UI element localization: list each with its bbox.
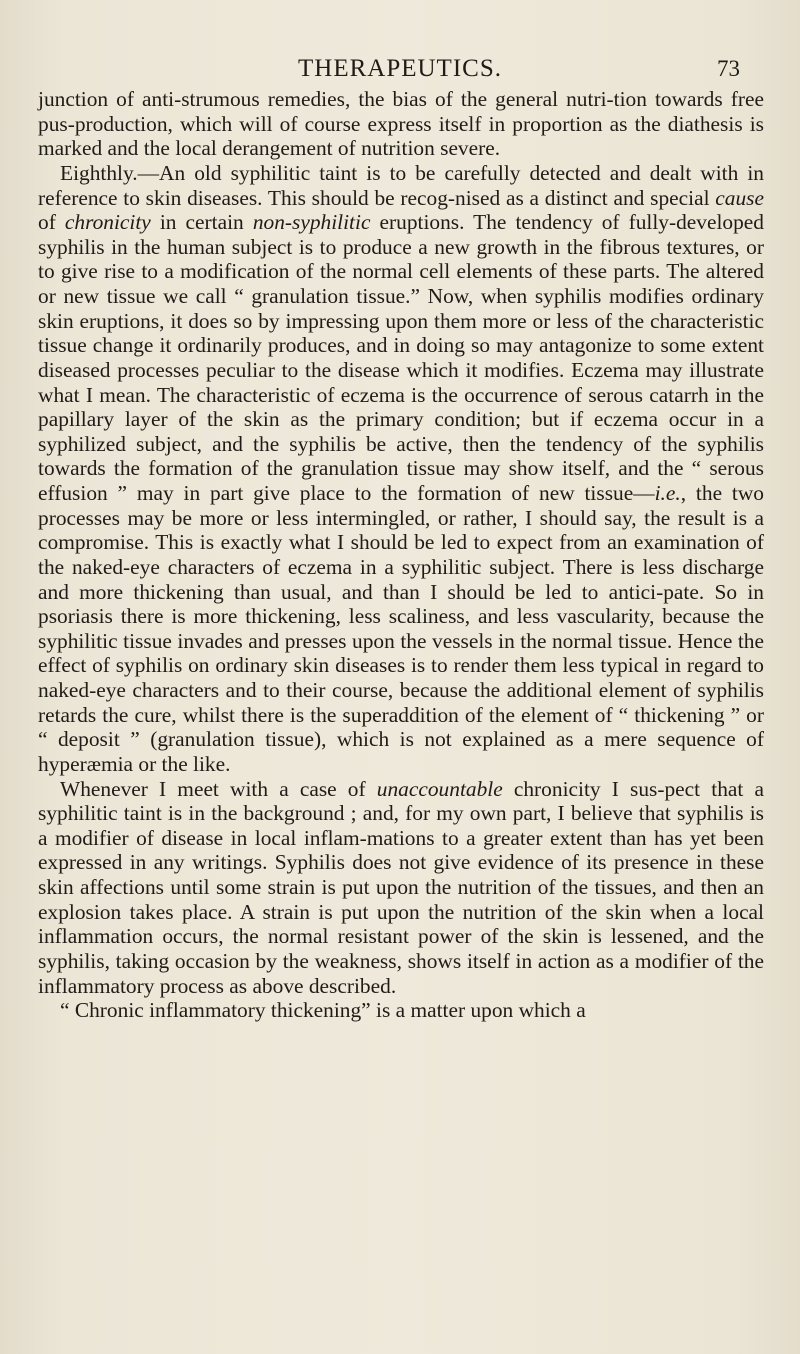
text-segment: junction of anti-strumous remedies, the bias of the general nutri-tion towards free pus-production, which will of course express itself in proportion as the diathesis is marked and the local derangement of nutrition severe. — [38, 87, 764, 161]
page-number: 73 — [717, 56, 740, 81]
text-segment: “ Chronic inflammatory thickening” is a matter upon which a — [60, 998, 586, 1023]
text-segment: in certain — [150, 210, 253, 235]
text-segment: chronicity I sus-pect that a syphilitic taint is in the background ; and, for my own part, I believe that syphilis is a modifier of disease in local inflam-mations to a greater extent than has yet been expressed in any writings. Syphilis does not give evidence of its presence in these skin affections until some strain is put upon the nutrition of the tissues, and then an explosion takes place. A strain is put upon the nutrition of the skin when a local inflammation occurs, the normal resistant power of the skin is lessened, and the syphilis, taking occasion by the weakness, shows itself in action as a modifier of the inflammatory process as above described. — [38, 776, 764, 998]
text-segment: of — [38, 210, 65, 235]
text-segment: , the two processes may be more or less intermingled, or rather, I should say, the result is a compromise. This is exactly what I should be led to expect from an examination of the naked-eye characters of eczema in a syphilitic subject. There is less discharge and more thickening than usual, and than I should be led to antici-pate. So in psoriasis there is more thickening, less scaliness, and less vascularity, because the syphilitic tissue invades and presses upon the vessels in the normal tissue. Hence the effect of syphilis on ordinary skin diseases is to render them less typical in regard to naked-eye characters and to their course, because the additional element of syphilis retards the cure, whilst there is the superaddition of the element of “ thickening ” or “ deposit ” (granulation tissue), which is not explained as a mere sequence of hyperæmia or the like. — [38, 481, 764, 776]
running-title: THERAPEUTICS. — [298, 55, 502, 82]
paragraph — [38, 777, 764, 999]
italic-text: non-syphilitic — [252, 210, 371, 235]
running-head — [0, 52, 800, 86]
italic-text: cause — [715, 185, 764, 210]
text-segment: Whenever I meet with a case of — [60, 776, 377, 801]
text-segment: eruptions. The tendency of fully-developed syphilis in the human subject is to produce a new growth in the fibrous textures, or to give rise to a modification of the normal cell elements of these parts. The altered or new tissue we call “ granulation tissue.” Now, when syphilis modifies ordinary skin eruptions, it does so by impressing upon them more or less of the characteristic tissue change it ordinarily produces, and in doing so may antagonize to some extent diseased processes peculiar to the disease which it modifies. Eczema may illustrate what I mean. The characteristic of eczema is the occurrence of serous catarrh in the papillary layer of the skin as the primary condition; but if eczema occur in a syphilized subject, and the syphilis be active, then the tendency of the syphilis towards the formation of the granulation tissue may show itself, and the “ serous effusion ” may in part give place to the formation of new tissue— — [38, 210, 765, 505]
paragraph — [38, 87, 764, 161]
italic-text: i.e. — [654, 481, 681, 505]
paragraph — [38, 161, 764, 777]
italic-text: unaccountable — [376, 776, 503, 801]
italic-text: chronicity — [64, 210, 151, 235]
body-text — [38, 87, 764, 1023]
paragraph — [38, 998, 764, 1023]
text-segment: Eighthly.—An old syphilitic taint is to be carefully detected and dealt with in reference to skin diseases. This should be recog-nised as a distinct and special — [38, 160, 764, 210]
